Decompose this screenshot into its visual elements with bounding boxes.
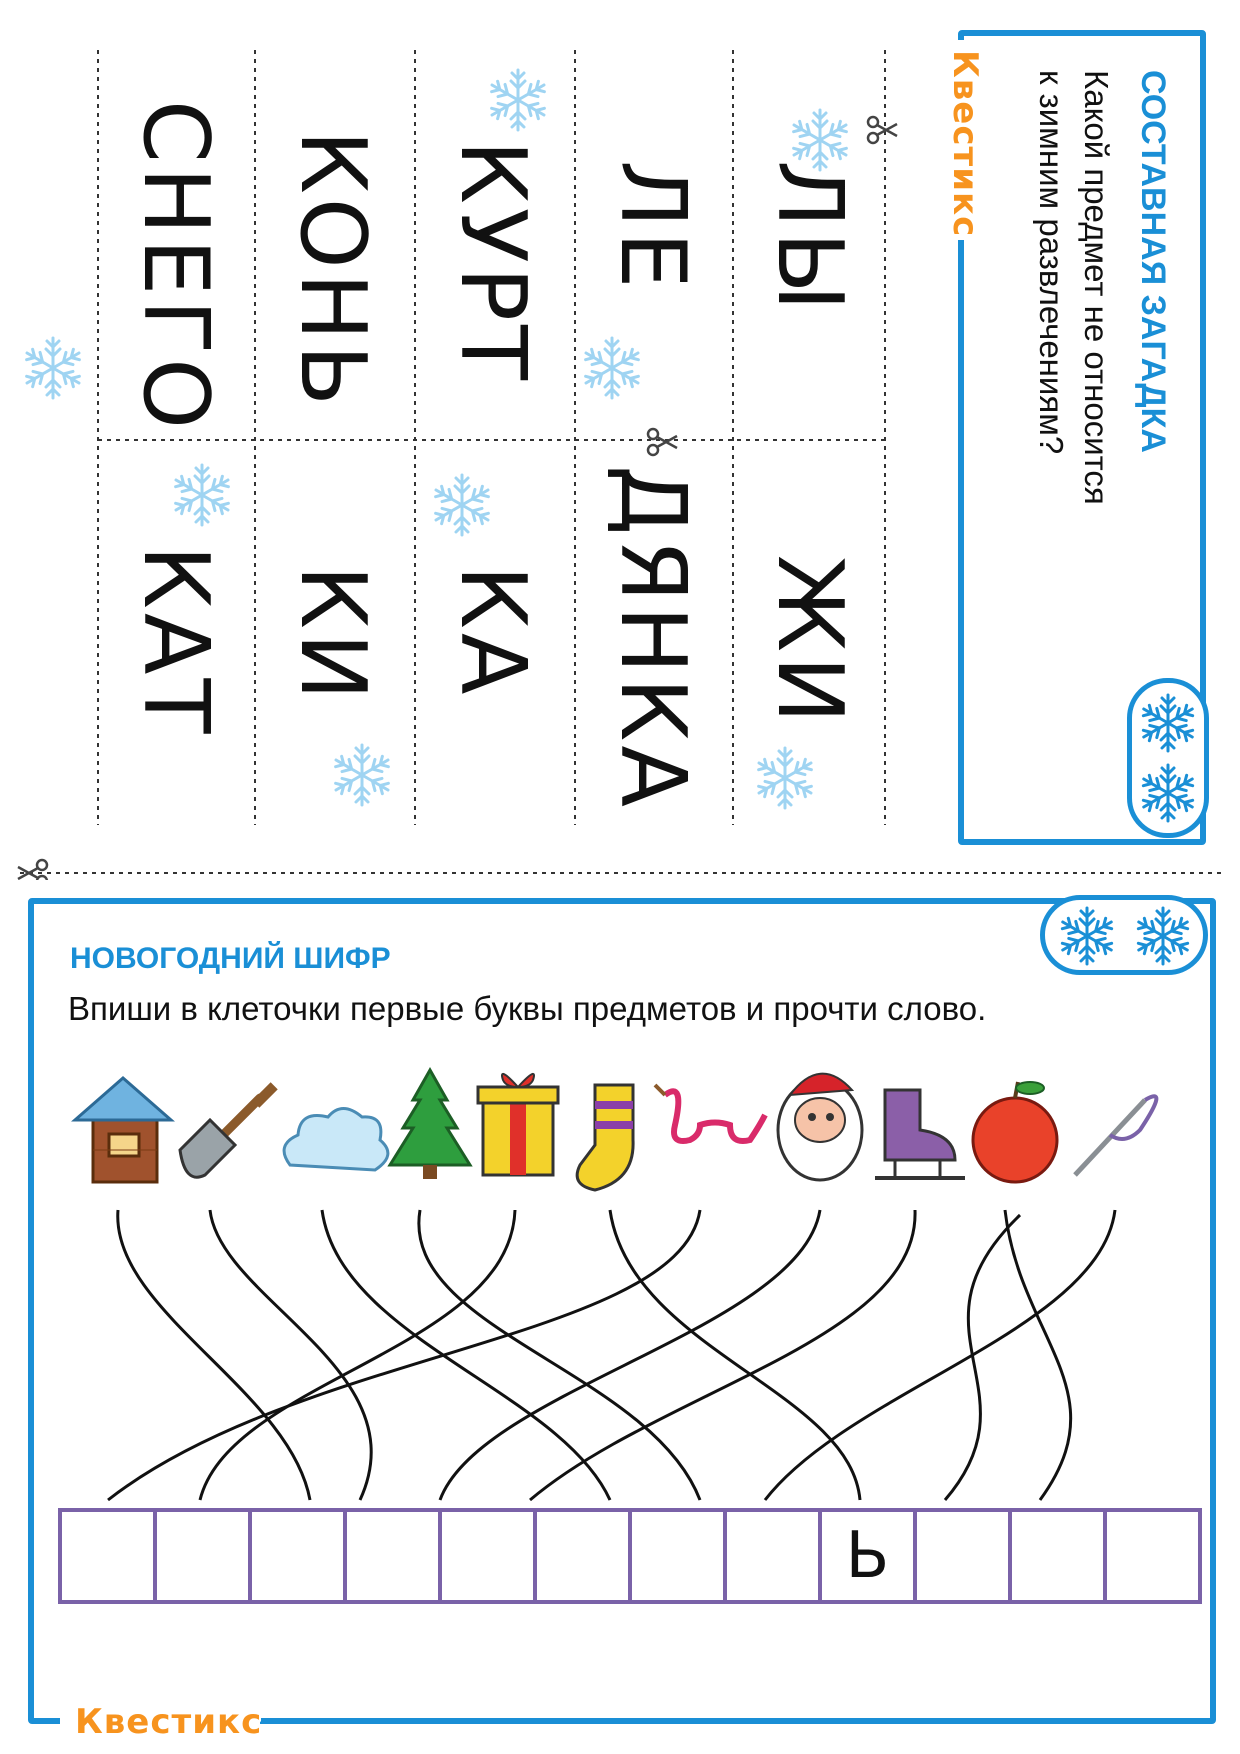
cipher-instruction: Впиши в клеточки первые буквы предметов и прочти слово. xyxy=(68,990,987,1027)
answer-cell[interactable]: Ь xyxy=(822,1512,917,1600)
answer-cell[interactable] xyxy=(917,1512,1012,1600)
answer-cell[interactable] xyxy=(252,1512,347,1600)
santa-icon xyxy=(778,1074,862,1180)
card-zhi[interactable]: ЖИ xyxy=(757,555,862,728)
picture-row xyxy=(0,1060,1240,1210)
glasses-icon xyxy=(655,1085,765,1141)
cipher-brand-logo: Квестикс xyxy=(75,1702,263,1742)
answer-cell[interactable] xyxy=(157,1512,252,1600)
riddle-question-line1: Какой предмет не относится xyxy=(1078,70,1115,505)
answer-cell[interactable] xyxy=(537,1512,632,1600)
cloud-icon xyxy=(284,1109,388,1171)
card-kon[interactable]: КОНЬ xyxy=(280,130,385,411)
needle-icon xyxy=(1075,1096,1156,1175)
answer-cell[interactable] xyxy=(727,1512,822,1600)
card-ka[interactable]: КА xyxy=(440,565,545,699)
snowflake-icon xyxy=(1045,900,1205,972)
answer-cell[interactable] xyxy=(347,1512,442,1600)
riddle-brand-logo: Квестикс xyxy=(945,50,985,238)
card-ki[interactable]: КИ xyxy=(280,565,385,705)
cipher-title: НОВОГОДНИЙ ШИФР xyxy=(70,942,391,975)
card-dyanka[interactable]: ДЯНКА xyxy=(600,465,705,811)
answer-cells xyxy=(58,1508,1202,1604)
answer-cell[interactable] xyxy=(632,1512,727,1600)
cipher-snowflake-badge xyxy=(1040,895,1208,975)
card-le[interactable]: ЛЕ xyxy=(600,160,705,293)
answer-cell[interactable] xyxy=(62,1512,157,1600)
riddle-question-line2: к зимним развлечениям? xyxy=(1033,70,1070,455)
snowflake-icon xyxy=(1132,683,1204,833)
riddle-title: СОСТАВНАЯ ЗАГАДКА xyxy=(1134,70,1172,453)
answer-cell[interactable] xyxy=(1107,1512,1198,1600)
riddle-snowflake-badge xyxy=(1127,678,1209,838)
house-icon xyxy=(75,1078,171,1182)
card-kurt[interactable]: КУРТ xyxy=(440,140,545,384)
answer-cell[interactable] xyxy=(442,1512,537,1600)
shovel-icon xyxy=(180,1082,278,1177)
ice-skate-icon xyxy=(875,1090,965,1178)
card-ly[interactable]: ЛЫ xyxy=(757,160,862,316)
tangle-lines xyxy=(0,1190,1240,1510)
gift-icon xyxy=(478,1074,558,1175)
sock-icon xyxy=(577,1085,633,1190)
answer-cell[interactable] xyxy=(1012,1512,1107,1600)
fir-tree-icon xyxy=(390,1070,470,1179)
card-kat[interactable]: КАТ xyxy=(123,545,228,738)
card-snego[interactable]: СНЕГО xyxy=(123,100,228,434)
apple-icon xyxy=(973,1082,1057,1182)
